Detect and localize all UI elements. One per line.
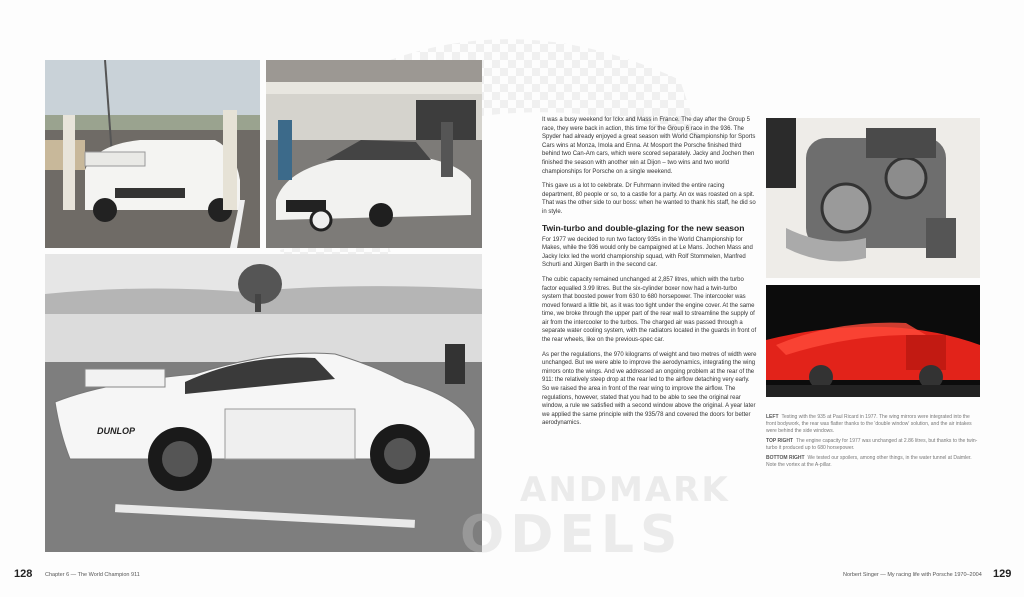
left-page-number: 128 [14,568,33,580]
article-paragraph: For 1977 we decided to run two factory 935s in the World Championship for Makes, while the 936 would only be campaigned at Le Mans. Jochen Mass and Jacky Ickx led the world championship squad, with Rolf Stommelen, Manfred Schurti and Jürgen Barth in the second car. [542,236,753,269]
right-running-head: Norbert Singer — My racing life with Porsche 1970–2004 [843,572,982,578]
article-text-column [542,116,757,434]
photo-twin-turbo-engine [766,118,980,278]
caption-bottom-right: BOTTOM RIGHT We tested our spoilers, among other things, in the water tunnel at Daimler. Note the vortex at the A-pillar. [766,455,972,468]
right-page-number: 129 [993,568,1012,580]
photo-track-side-view [45,254,482,552]
article-paragraph: The cubic capacity remained unchanged at 2,857 litres, which with the turbo factor equalled 3.99 litres. But the six-cylinder boxer now had a twin-turbo system that boosted power from 630 to 680 horsepower. The intercooler was moved forward a little bit, as it was too tight under the engine cover. At the same time, we broke through the upper part of the rear wall to streamline the supply of air from the intercooler to the turbos. The charged air was passed through a separate water cooling system, with the radiators located in the guards in front of the rear wheels, like on the previous-spec car. [542,276,757,344]
article-paragraph: As per the regulations, the 970 kilograms of weight and two metres of width were unchanged. But we were able to improve the aerodynamics, integrating the wing mirrors onto the wings. And we addressed an ongoing problem at the rear of the 911: the relatively steep drop at the rear led to the airflow detaching very early. So we raised the area in front of the rear wing to improve the airflow. The regulations, however, stated that you had to be able to see the original rear window, a rule we satisfied with a second window above the original. A year later we applied the same principle with the 935/78 and covered the doors for better aerodynamics. [542,351,757,427]
photo-water-tunnel-test [766,285,980,397]
watermark-text-upper: ANDMARK [520,470,730,510]
caption-top-right: TOP RIGHT The engine capacity for 1977 was unchanged at 2.86 litres, but thanks to the twin-turbo it produced up to 680 horsepower. [766,438,978,451]
photo-pit-front-view [266,60,482,248]
photo-pit-rear-view [45,60,260,248]
left-running-head: Chapter 6 — The World Champion 911 [45,572,140,578]
article-paragraph: This gave us a lot to celebrate. Dr Fuhrmann invited the entire racing department, 80 people or so, to a castle for a party. An ox was roasted on a spit. That was the other side to our boss: when he wanted to thank his staff, he did so in style. [542,183,756,215]
article-paragraph: It was a busy weekend for Ickx and Mass in France. The day after the Group 5 race, they were back in action, this time for the Group 6 race in the 936. The Spyder had already enjoyed a great season with World Championship for Sports Cars wins at Monza, Imola and Enna. At Mosport the Porsche finished third behind two Can-Am cars, which were scored separately. Jacky and Jochen then finished the season with another win at Dijon – two wins and two world championships for Porsche on a single weekend. [542,117,756,175]
section-heading: Twin-turbo and double-glazing for the new season [542,222,745,233]
caption-left: LEFT Testing with the 935 at Paul Ricard in 1977. The wing mirrors were integrated into the front bodywork, the rear was flatter thanks to the 'double window' solution, and the air intakes were behind the side windows. [766,414,972,434]
watermark-text-lower: ODELS [460,505,684,565]
photo-captions [766,414,981,472]
dunlop-decal: DUNLOP [97,426,135,436]
